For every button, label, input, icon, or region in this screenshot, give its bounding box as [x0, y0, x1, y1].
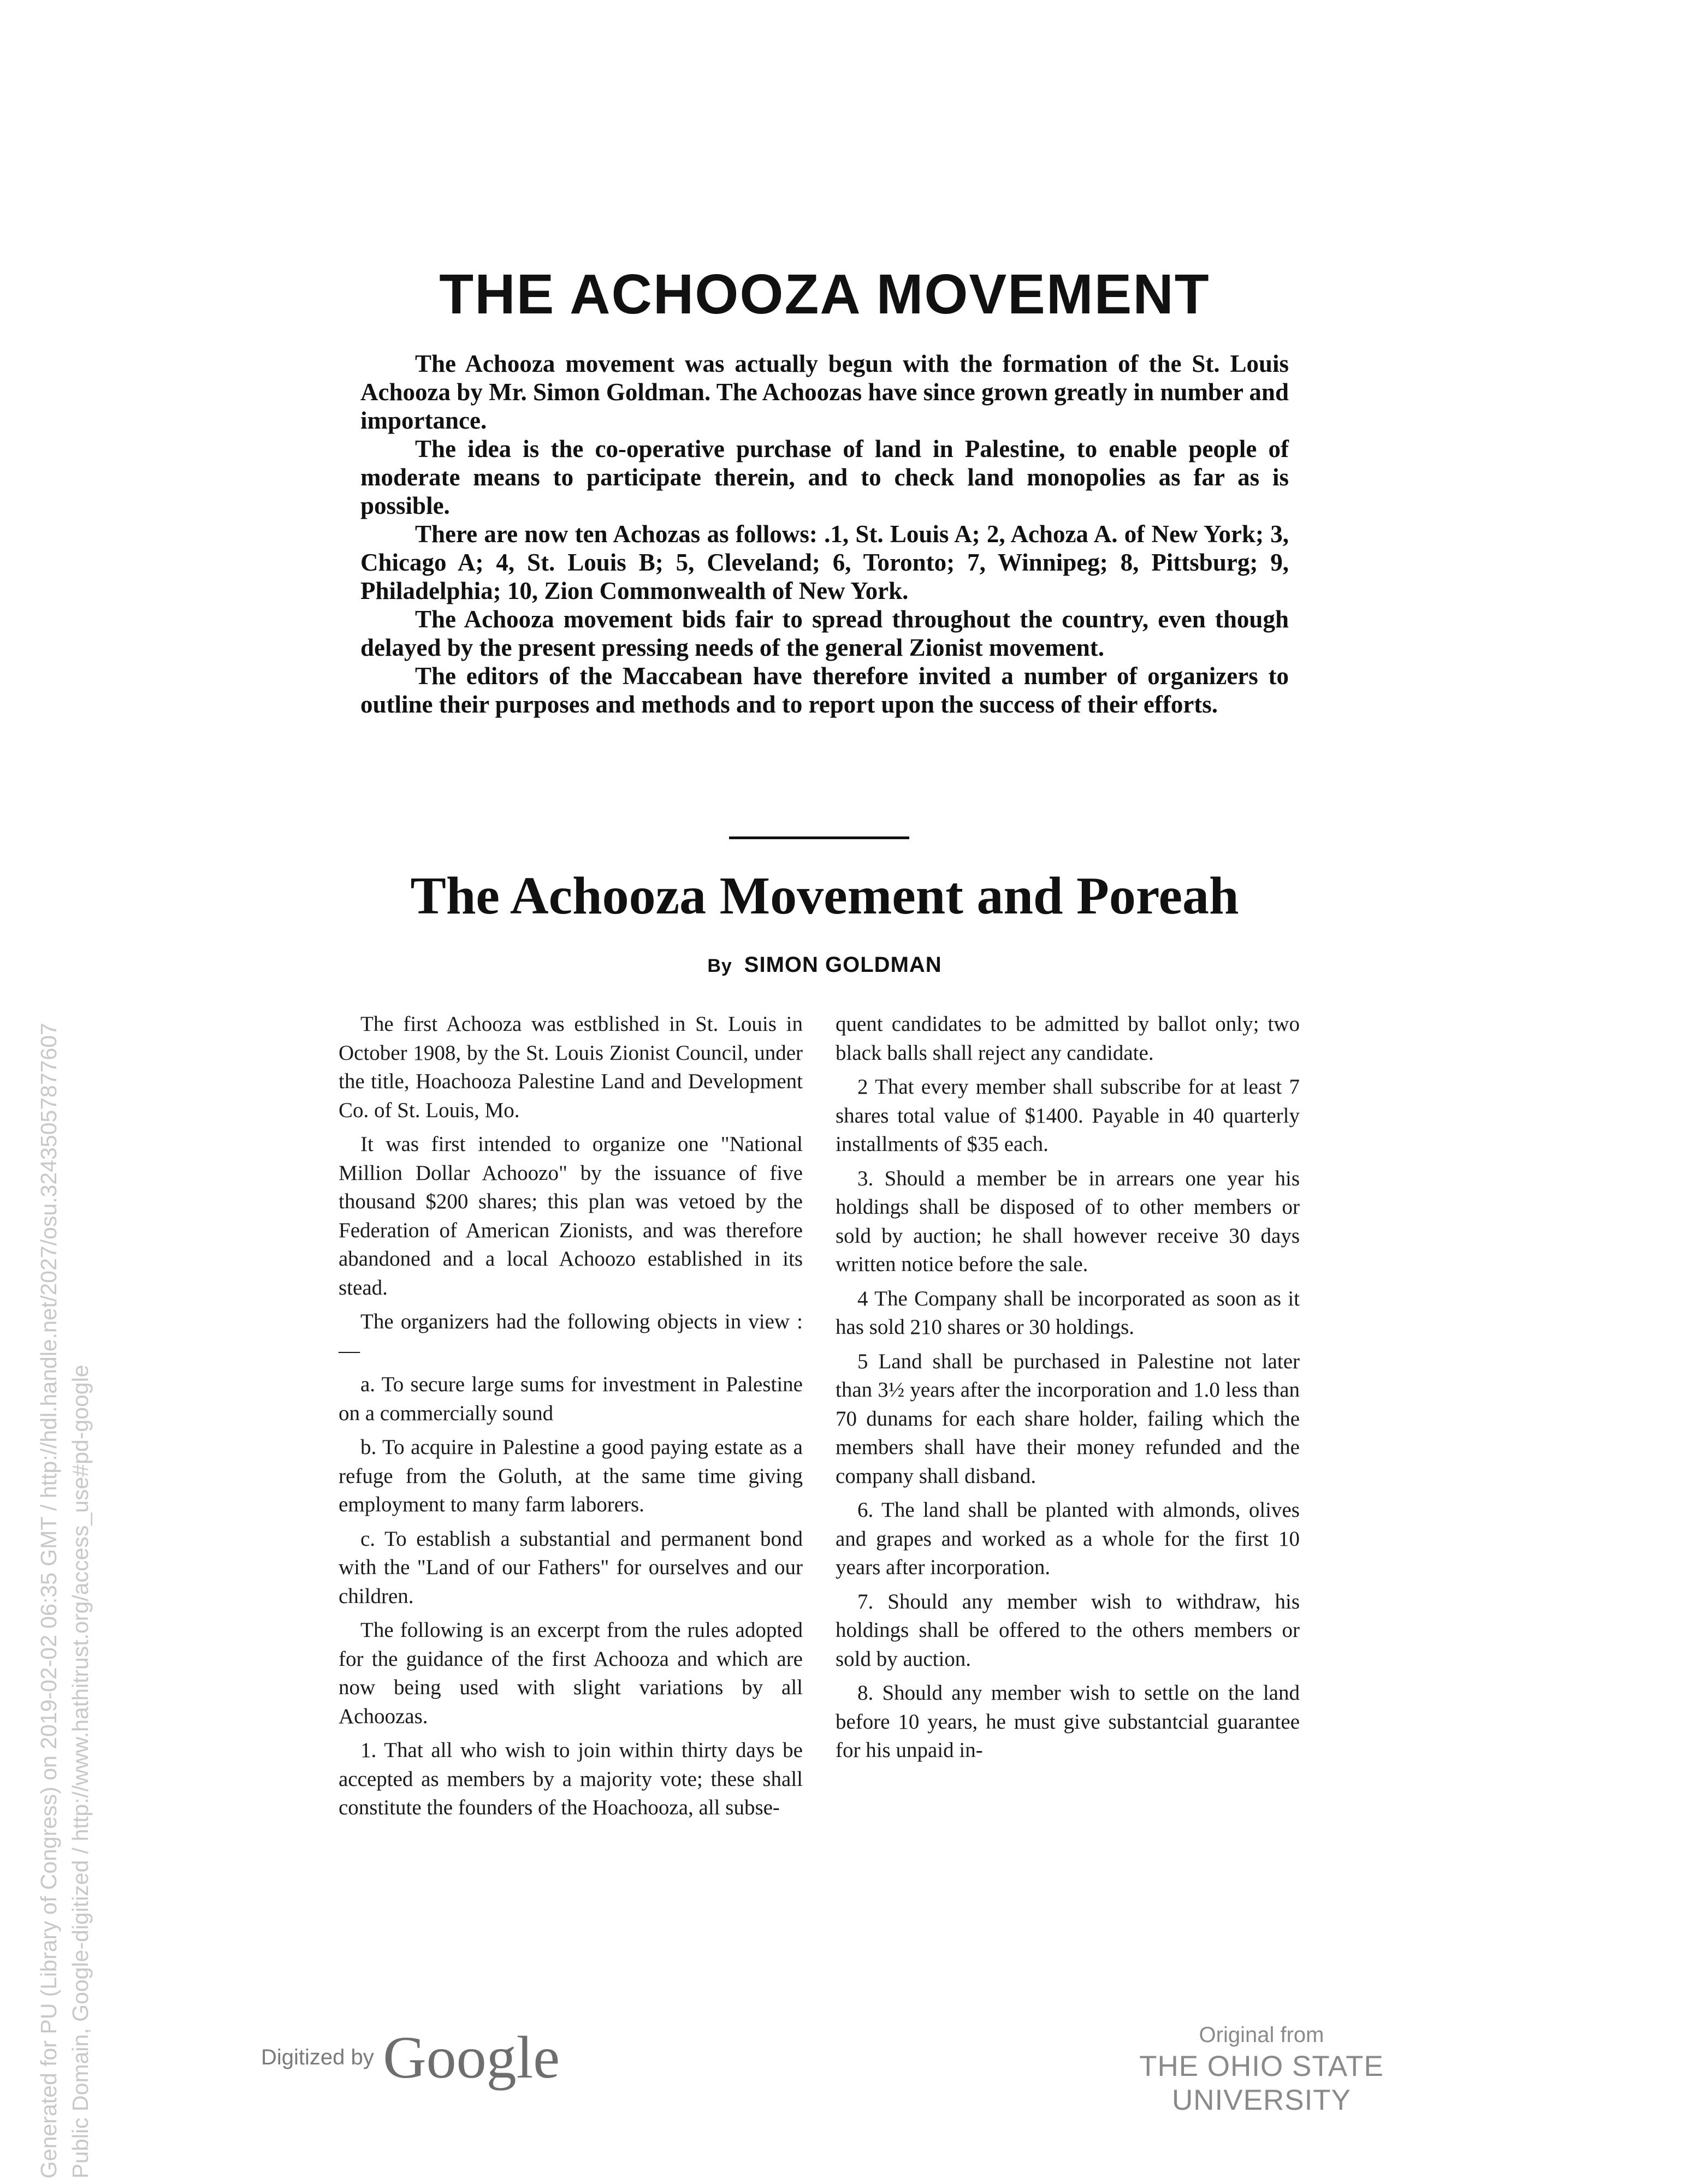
article-title: The Achooza Movement and Poreah [410, 867, 1239, 925]
intro-paragraph: The idea is the co-operative purchase of land in Palestine, to enable people of moderate means to participate therein, and to check land monopolies as far as is possible. [360, 435, 1289, 519]
article-paragraph: 3. Should a member be in arrears one year his holdings shall be disposed of to other members or sold by auction; he shall however receive 30 days written notice before the sale. [836, 1166, 1300, 1276]
intro-paragraph: The editors of the Maccabean have therefore invited a number of organizers to outline their purposes and methods and to report upon the success of their efforts. [360, 662, 1289, 718]
article-paragraph: 8. Should any member wish to settle on the land before 10 years, he must give substantcial guarantee for his unpaid in- [836, 1681, 1300, 1762]
article-paragraph: The following is an excerpt from the rules adopted for the guidance of the first Achooza and which are now being used with slight variations by all Achoozas. [339, 1618, 803, 1728]
byline-prefix: By [707, 956, 732, 976]
article-paragraph-continued: quent candidates to be admitted by ballot only; two black balls shall reject any candidate. [836, 1012, 1300, 1065]
article-paragraph: b. To acquire in Palestine a good paying estate as a refuge from the Goluth, at the same time giving employment to many farm laborers. [339, 1435, 803, 1516]
article-paragraph: c. To establish a substantial and permanent bond with the "Land of our Fathers" for ourselves and our children. [339, 1527, 803, 1608]
article-paragraph: 4 The Company shall be incorporated as soon as it has sold 210 shares or 30 holdings. [836, 1286, 1300, 1339]
article-column-left [339, 1010, 803, 1828]
intro-paragraph: There are now ten Achozas as follows: .1, St. Louis A; 2, Achoza A. of New York; 3, Chicago A; 4, St. Louis B; 5, Cleveland; 6, Toronto; 7, Winnipeg; 8, Pittsburg; 9, Philadelphia; 10, Zion Commonwealth of New York. [360, 520, 1289, 604]
article-paragraph: a. To secure large sums for investment in Palestine on a commercially sound [339, 1373, 803, 1425]
university-name: THE OHIO STATE UNIVERSITY [1139, 2050, 1384, 2116]
article-paragraph: 5 Land shall be purchased in Palestine not later than 3½ years after the incorporation and 1.0 less than 70 dunams for each share holder, failing which the members shall have their money refunded and the company shall disband. [836, 1349, 1300, 1488]
page-title: THE ACHOOZA MOVEMENT [439, 263, 1210, 325]
article-column-right [836, 1010, 1300, 1771]
access-watermark [33, 841, 96, 2179]
digitized-by-label: Digitized by [261, 2045, 374, 2069]
intro-paragraph: The Achooza movement bids fair to spread throughout the country, even though delayed by the present pressing needs of the general Zionist movement. [360, 606, 1289, 661]
google-logo: Google [383, 2024, 560, 2091]
article-paragraph: 1. That all who wish to join within thirty days be accepted as members by a majority vote; these shall constitute the founders of the Hoachooza, all subse- [339, 1738, 803, 1819]
article-paragraph: 6. The land shall be planted with almonds, olives and grapes and worked as a whole for the first 10 years after incorporation. [836, 1498, 1300, 1579]
byline-author: SIMON GOLDMAN [744, 953, 942, 977]
watermark-line-1: Generated for PU (Library of Congress) on 2019-02-02 06:35 GMT / http://hdl.handle.net/2027/osu.32435057877607 [36, 1023, 61, 2179]
digitized-by-credit [261, 2023, 560, 2092]
article-paragraph: 2 That every member shall subscribe for at least 7 shares total value of $1400. Payable in 40 quarterly installments of $35 each. [836, 1075, 1300, 1156]
article-paragraph: 7. Should any member wish to withdraw, his holdings shall be offered to the others members or sold by auction. [836, 1589, 1300, 1671]
original-from-label: Original from [1199, 2023, 1324, 2047]
section-divider [729, 836, 909, 839]
original-source-credit [1070, 2020, 1453, 2117]
byline [273, 953, 1376, 977]
article-paragraph: The first Achooza was estblished in St. Louis in October 1908, by the St. Louis Zionist Council, under the title, Hoachooza Palestine Land and Development Co. of St. Louis, Mo. [339, 1012, 803, 1122]
article-paragraph: The organizers had the following objects in view :— [339, 1310, 803, 1362]
article-paragraph: It was first intended to organize one "National Million Dollar Achoozo" by the issuance of five thousand $200 shares; this plan was vetoed by the Federation of American Zionists, and was therefore abandoned and a local Achoozo established in its stead. [339, 1132, 803, 1299]
intro-section [360, 349, 1289, 719]
intro-paragraph: The Achooza movement was actually begun with the formation of the St. Louis Achooza by Mr. Simon Goldman. The Achoozas have since grown greatly in number and importance. [360, 350, 1289, 434]
watermark-line-2: Public Domain, Google-digitized / http://www.hathitrust.org/access_use#pd-google [68, 1364, 93, 2179]
